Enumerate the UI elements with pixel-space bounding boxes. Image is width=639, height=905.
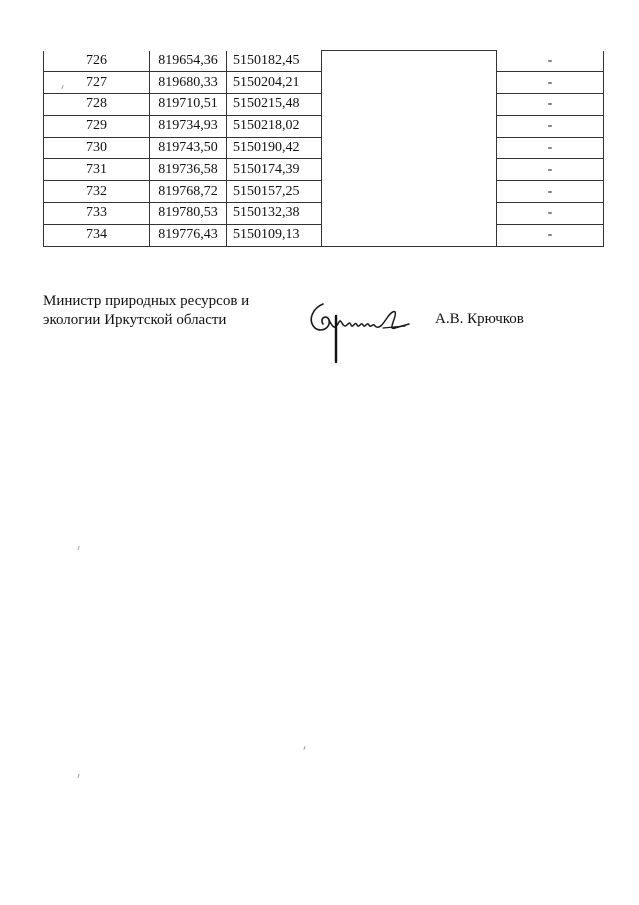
coordinate-y: 5150182,45 (227, 51, 322, 72)
note-dash: - (497, 115, 604, 137)
coordinate-y: 5150215,48 (227, 94, 322, 116)
point-number: 731 (44, 159, 150, 181)
coordinate-x: 819654,36 (150, 51, 227, 72)
coordinate-x: 819768,72 (150, 181, 227, 203)
note-dash: - (497, 224, 604, 246)
coordinate-y: 5150190,42 (227, 137, 322, 159)
coordinate-y: 5150204,21 (227, 72, 322, 94)
table-row (44, 51, 604, 72)
note-dash: - (497, 51, 604, 72)
coordinate-x: 819776,43 (150, 224, 227, 246)
point-number: 729 (44, 115, 150, 137)
point-number: 732 (44, 181, 150, 203)
handwritten-signature-icon (305, 298, 415, 364)
coordinate-y: 5150157,25 (227, 181, 322, 203)
coordinate-y: 5150109,13 (227, 224, 322, 246)
note-dash: - (497, 94, 604, 116)
coordinate-x: 819710,51 (150, 94, 227, 116)
coordinate-y: 5150132,38 (227, 203, 322, 225)
point-number: 734 (44, 224, 150, 246)
point-number: 726 (44, 51, 150, 72)
scan-speck (303, 746, 305, 750)
point-number: 733 (44, 203, 150, 225)
coordinate-x: 819743,50 (150, 137, 227, 159)
point-number: 728 (44, 94, 150, 116)
point-number: 727 (44, 72, 150, 94)
scan-speck (77, 546, 79, 550)
signer-position-line: Министр природных ресурсов и (43, 293, 250, 309)
coordinate-x: 819736,58 (150, 159, 227, 181)
signer-name: А.В. Крючков (435, 311, 524, 327)
coordinate-x: 819734,93 (150, 115, 227, 137)
coordinate-x: 819680,33 (150, 72, 227, 94)
point-number: 730 (44, 137, 150, 159)
scan-speck (77, 774, 79, 778)
coordinate-x: 819780,53 (150, 203, 227, 225)
note-dash: - (497, 137, 604, 159)
coordinates-table (43, 50, 604, 247)
signer-position-line: экологии Иркутской области (43, 312, 227, 328)
note-dash: - (497, 203, 604, 225)
signer-position (43, 292, 249, 330)
note-dash: - (497, 159, 604, 181)
coordinate-y: 5150218,02 (227, 115, 322, 137)
coordinate-y: 5150174,39 (227, 159, 322, 181)
note-dash: - (497, 72, 604, 94)
note-dash: - (497, 181, 604, 203)
blank-merged-cell (322, 51, 497, 247)
